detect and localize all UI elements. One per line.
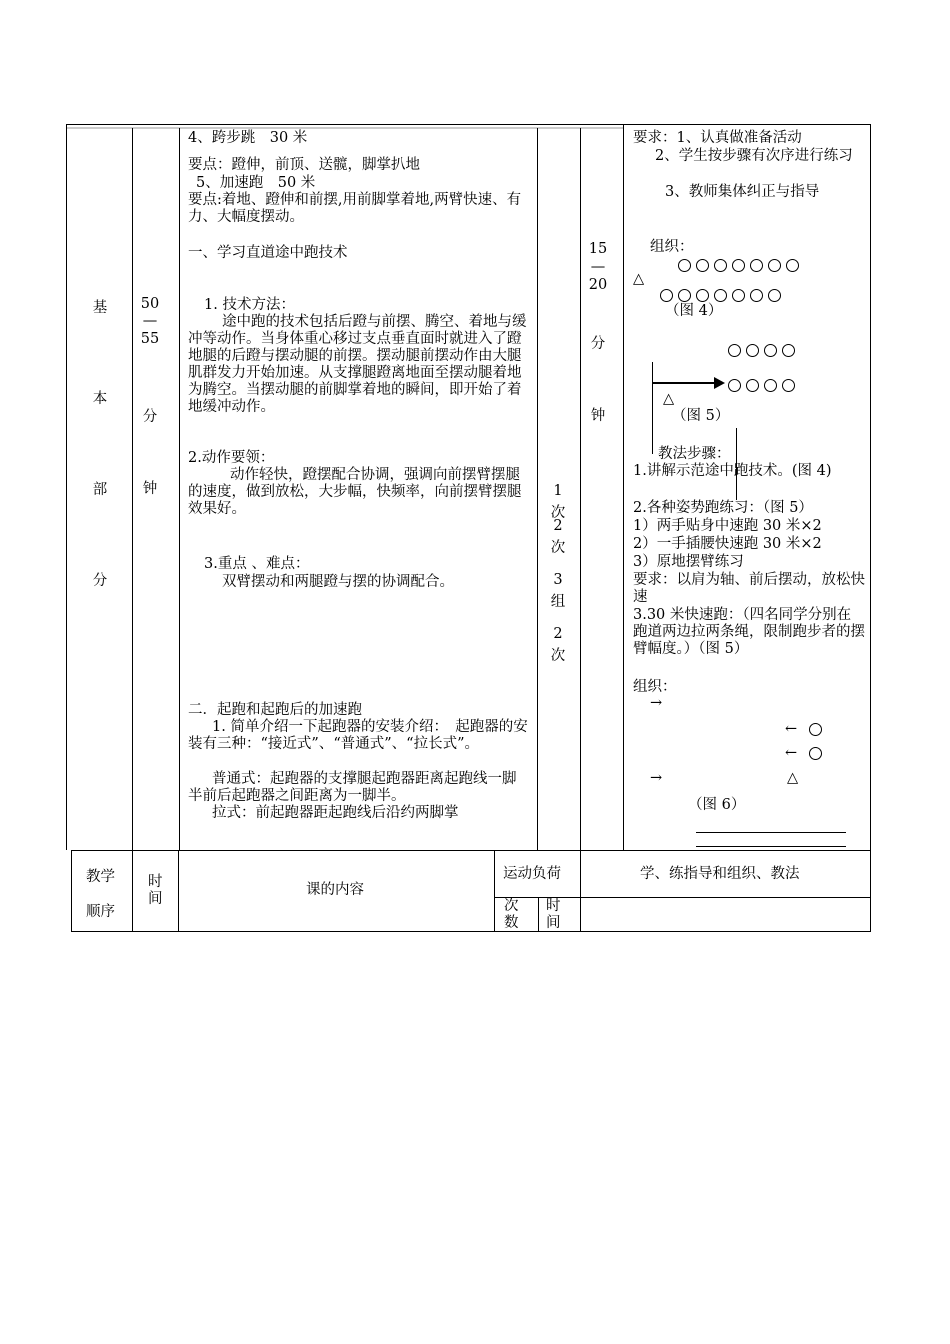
- table-top-shade: [66, 127, 623, 129]
- footer-header: 运动负荷: [503, 866, 561, 882]
- section-char: 部: [92, 482, 108, 498]
- footer-divider: [494, 850, 495, 932]
- times-char: 2: [553, 518, 563, 534]
- times-char: 2: [553, 626, 563, 642]
- step-line: 1.讲解示范途中跑技术。(图 4): [633, 463, 832, 479]
- footer-header: 教学: [86, 869, 115, 885]
- content-line: 拉式：前起跑器距起跑线后沿约两脚掌: [212, 805, 459, 821]
- footer-header: 时: [546, 898, 561, 914]
- step-line: 1）两手贴身中速跑 30 米×2: [633, 518, 822, 534]
- subheading: 2.动作要领：: [188, 450, 275, 466]
- footer-header: 间: [546, 915, 561, 931]
- col-divider-1: [132, 128, 133, 850]
- figure-caption: （图 4）: [665, 303, 723, 319]
- time-char: 55: [140, 331, 160, 347]
- step-line: 2.各种姿势跑练习：（图 5）: [633, 500, 813, 516]
- time-char: 分: [142, 409, 158, 425]
- times-char: 次: [550, 648, 566, 664]
- arrow-left-icon: ←: [785, 745, 798, 761]
- table-top-border: [66, 124, 871, 125]
- footer-header: 时: [148, 874, 163, 890]
- section-char: 分: [92, 573, 108, 589]
- section-char: 本: [92, 391, 108, 407]
- figure-caption: （图 5）: [672, 408, 730, 424]
- run-arrow-head-icon: [714, 377, 725, 389]
- times-char: 次: [550, 505, 566, 521]
- table-left-border: [66, 124, 67, 850]
- content-paragraph: 要点:着地、蹬伸和前摆,用前脚掌着地,两臂快速、有力、大幅度摆动。: [188, 192, 522, 225]
- content-paragraph: 普通式：起跑器的支撑腿起跑器距离起跑线一脚半前后起跑器之间距离为一脚半。: [188, 771, 517, 804]
- times-char: 组: [550, 594, 566, 610]
- footer-header: 顺序: [86, 904, 115, 920]
- step-line: 3.30 米快速跑：（四名同学分别在跑道两边拉两条绳，限制跑步者的摆臂幅度。）（图 5）: [633, 607, 865, 657]
- subheading: 1. 技术方法：: [204, 297, 295, 313]
- content-line: 5、加速跑 50 米: [196, 175, 316, 191]
- table-right-border: [870, 124, 871, 850]
- duration-char: 15: [588, 241, 608, 257]
- student-marker: [809, 723, 822, 736]
- duration-char: 分: [590, 336, 606, 352]
- student-row-1: [678, 257, 804, 273]
- times-char: 3: [553, 572, 563, 588]
- org-label: 组织：: [633, 679, 677, 695]
- student-marker: [809, 747, 822, 760]
- arrow-right-icon: →: [650, 770, 663, 786]
- step-line: 要求：以肩为轴、前后摆动，放松快速: [633, 572, 865, 605]
- guidance-line: 要求：1、认真做准备活动: [633, 130, 802, 146]
- section-char: 基: [92, 300, 108, 316]
- footer-divider: [580, 850, 581, 932]
- time-char: 钟: [142, 481, 158, 497]
- duration-char: 钟: [590, 408, 606, 424]
- lane-line: [696, 846, 846, 847]
- run-arrow-shaft: [653, 382, 717, 384]
- footer-left-border: [71, 850, 72, 932]
- teacher-marker: △: [633, 271, 645, 287]
- col-divider-2: [179, 128, 180, 850]
- guidance-line: 3、教师集体纠正与指导: [665, 184, 820, 200]
- col-divider-4: [580, 128, 581, 850]
- arrow-left-icon: ←: [785, 721, 798, 737]
- content-paragraph: 动作轻快，蹬摆配合协调，强调向前摆臂摆腿的速度，做到放松，大步幅，快频率，向前摆臂摆腿效果好。: [188, 467, 522, 517]
- time-char: —: [142, 313, 158, 329]
- times-char: 次: [550, 540, 566, 556]
- footer-header: 数: [504, 915, 519, 931]
- footer-header: 课的内容: [306, 882, 364, 898]
- student-group-2: [728, 377, 800, 393]
- section-heading: 二．起跑和起跑后的加速跑: [188, 702, 362, 718]
- arrow-right-icon: →: [650, 695, 663, 711]
- footer-divider: [538, 897, 539, 932]
- content-line: 4、跨步跳 30 米: [188, 130, 308, 146]
- footer-divider: [132, 850, 133, 932]
- org-label: 组织：: [650, 239, 694, 255]
- step-line: 2）一手插腰快速跑 30 米×2: [633, 536, 822, 552]
- lane-line-vertical: [652, 362, 653, 454]
- section-heading: 一、学习直道途中跑技术: [188, 245, 348, 261]
- lane-line: [696, 832, 846, 833]
- footer-header: 学、练指导和组织、教法: [640, 866, 800, 882]
- content-line: 要点：蹬伸，前顶、送髋，脚掌扒地: [188, 157, 420, 173]
- footer-right-border: [870, 850, 871, 932]
- content-paragraph: 途中跑的技术包括后蹬与前摆、腾空、着地与缓冲等动作。当身体重心移过支点垂直面时就进入了蹬地腿的后蹬与摆动腿的前摆。摆动腿前摆动作由大腿肌群发力开始加速。从支撑腿蹬离地面至摆动腿着地为腾空。当摆动腿的前脚掌着地的瞬间，即开始了着地缓冲动作。: [188, 314, 527, 415]
- col-divider-5: [623, 124, 624, 850]
- footer-divider: [178, 850, 179, 932]
- content-paragraph: 1. 简单介绍一下起跑器的安装介绍： 起跑器的安装有三种：“接近式”、“普通式”、“拉长式”。: [188, 719, 528, 752]
- duration-char: —: [590, 259, 606, 275]
- col-divider-3: [537, 128, 538, 850]
- figure-caption: （图 6）: [688, 797, 746, 813]
- step-line: 3）原地摆臂练习: [633, 554, 744, 570]
- teacher-marker: △: [787, 770, 799, 786]
- footer-top-border: [71, 850, 871, 851]
- student-row-2: [660, 287, 786, 303]
- footer-header: 间: [148, 891, 163, 907]
- duration-char: 20: [588, 277, 608, 293]
- student-group-1: [728, 342, 800, 358]
- steps-title: 教法步骤：: [658, 446, 731, 462]
- footer-header: 次: [504, 898, 519, 914]
- subheading: 3.重点 、难点：: [204, 556, 310, 572]
- time-char: 50: [140, 296, 160, 312]
- footer-bottom-border: [71, 931, 871, 932]
- times-char: 1: [553, 483, 563, 499]
- content-line: 双臂摆动和两腿蹬与摆的协调配合。: [222, 574, 454, 590]
- teacher-marker: △: [663, 391, 675, 407]
- guidance-line: 2、学生按步骤有次序进行练习: [655, 148, 853, 164]
